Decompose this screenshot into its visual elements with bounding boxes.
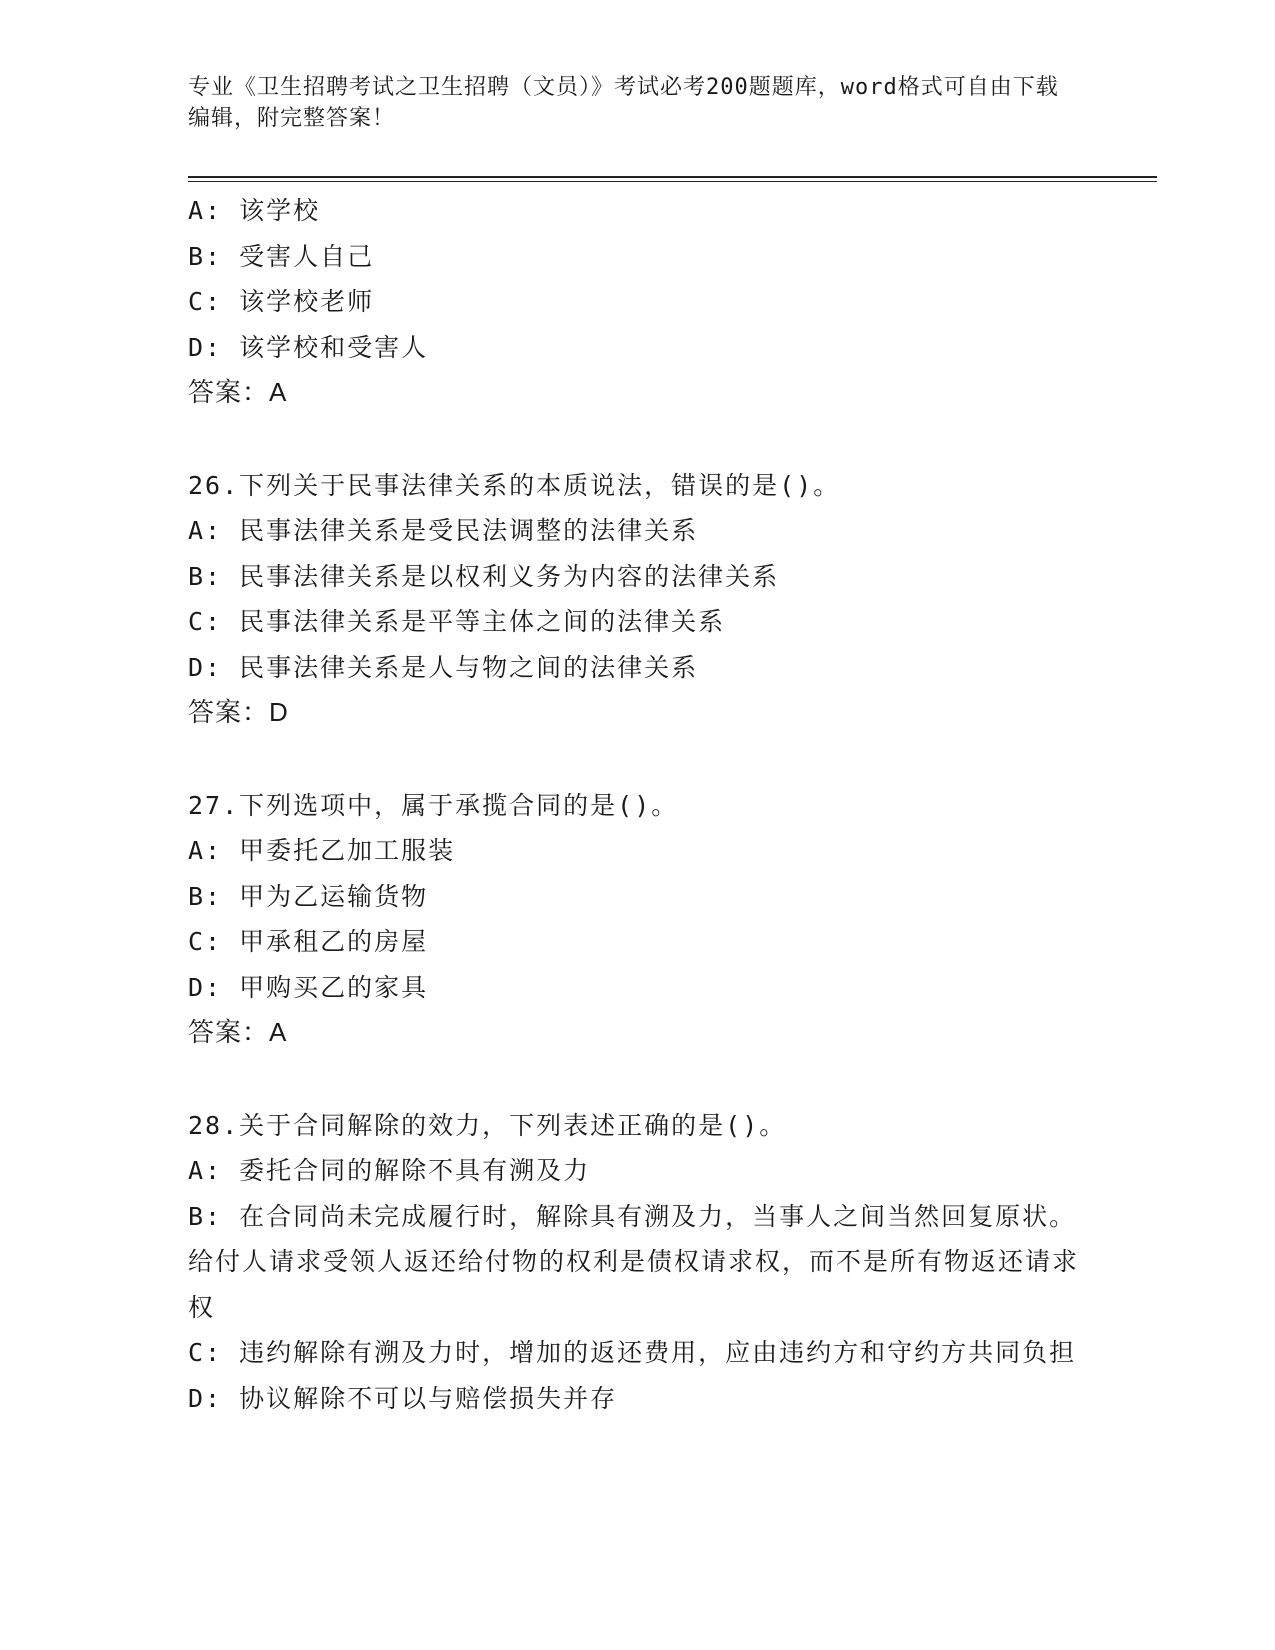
answer-line: 答案：A	[188, 377, 288, 407]
option-b: B: 甲为乙运输货物	[188, 881, 429, 911]
answer-line: 答案：D	[188, 697, 289, 727]
option-d: D: 该学校和受害人	[188, 332, 429, 362]
option-a: A: 甲委托乙加工服装	[188, 836, 456, 865]
option-b: B: 受害人自己	[188, 241, 375, 271]
header-divider-thick	[188, 176, 1157, 178]
question-block-28	[188, 1103, 1088, 1422]
question-block-27	[188, 783, 1088, 1056]
option-b: B: 在合同尚未完成履行时，解除具有溯及力，当事人之间当然回复原状。给付人请求受领人返还给付物的权利是债权请求权，而不是所有物返还请求权	[188, 1201, 1080, 1322]
option-b: B: 民事法律关系是以权利义务为内容的法律关系	[188, 561, 780, 591]
question-stem: 28.关于合同解除的效力，下列表述正确的是()。	[188, 1110, 787, 1140]
question-stem: 26.下列关于民事法律关系的本质说法，错误的是()。	[188, 470, 841, 500]
option-c: C: 甲承租乙的房屋	[188, 927, 429, 956]
question-list	[188, 188, 1088, 1421]
question-block-25	[188, 188, 1088, 416]
option-a: A: 委托合同的解除不具有溯及力	[188, 1156, 591, 1185]
option-d: D: 民事法律关系是人与物之间的法律关系	[188, 652, 699, 682]
document-header: 专业《卫生招聘考试之卫生招聘（文员）》考试必考200题题库，word格式可自由下载编辑，附完整答案！	[188, 75, 1059, 131]
header-divider-thin	[188, 181, 1157, 182]
answer-line: 答案：A	[188, 1017, 288, 1047]
option-d: D: 协议解除不可以与赔偿损失并存	[188, 1383, 618, 1413]
option-d: D: 甲购买乙的家具	[188, 972, 429, 1002]
option-a: A: 民事法律关系是受民法调整的法律关系	[188, 516, 699, 545]
option-a: A: 该学校	[188, 196, 321, 225]
option-c: C: 民事法律关系是平等主体之间的法律关系	[188, 607, 726, 636]
question-block-26	[188, 463, 1088, 736]
option-c: C: 违约解除有溯及力时，增加的返还费用，应由违约方和守约方共同负担	[188, 1338, 1077, 1367]
question-stem: 27.下列选项中，属于承揽合同的是()。	[188, 790, 679, 820]
option-c: C: 该学校老师	[188, 287, 375, 316]
